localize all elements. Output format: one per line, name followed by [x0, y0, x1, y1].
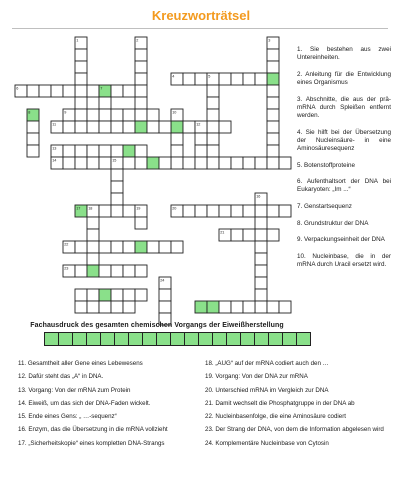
grid-cell[interactable]: [231, 229, 243, 241]
grid-cell[interactable]: [243, 73, 255, 85]
grid-cell[interactable]: [183, 121, 195, 133]
grid-cell[interactable]: [99, 301, 111, 313]
clue-text: 21. Damit wechselt die Phosphatgruppe in der DNA ab: [205, 399, 355, 407]
grid-cell[interactable]: [267, 133, 279, 145]
clue-text: 14. Eiweiß, um das sich der DNA-Faden wickelt.: [18, 399, 151, 407]
grid-cell[interactable]: [207, 145, 219, 157]
solution-cell[interactable]: [129, 332, 143, 346]
clue-number: 22: [64, 242, 69, 247]
grid-cell[interactable]: [63, 85, 75, 97]
grid-cell[interactable]: [219, 301, 231, 313]
grid-cell[interactable]: [255, 73, 267, 85]
solution-cell[interactable]: [87, 332, 101, 346]
grid-cell[interactable]: [99, 241, 111, 253]
grid-cell[interactable]: [75, 265, 87, 277]
grid-cell[interactable]: [255, 301, 267, 313]
clue-number: 16: [256, 194, 261, 199]
grid-cell[interactable]: [207, 205, 219, 217]
clue-text: 19. Vorgang: Von der DNA zur mRNA: [205, 373, 308, 381]
grid-cell[interactable]: [123, 85, 135, 97]
clue-number: 19: [136, 206, 141, 211]
grid-cell[interactable]: [99, 121, 111, 133]
grid-cell[interactable]: [27, 121, 39, 133]
grid-cell[interactable]: [255, 157, 267, 169]
grid-cell[interactable]: [87, 265, 99, 277]
solution-cell[interactable]: [241, 332, 255, 346]
grid-cell[interactable]: [231, 301, 243, 313]
grid-cell[interactable]: [111, 301, 123, 313]
grid-cell[interactable]: [99, 97, 111, 109]
grid-cell[interactable]: [123, 265, 135, 277]
clue-number: 21: [220, 230, 225, 235]
grid-cell[interactable]: [87, 145, 99, 157]
grid-cell[interactable]: [183, 157, 195, 169]
grid-cell[interactable]: [159, 289, 171, 301]
solution-cell[interactable]: [297, 332, 311, 346]
clue-number: 15: [112, 158, 117, 163]
grid-cell[interactable]: [135, 289, 147, 301]
grid-cell[interactable]: [99, 109, 111, 121]
grid-cell[interactable]: [147, 157, 159, 169]
clue-number: 13: [52, 146, 57, 151]
grid-cell[interactable]: [111, 121, 123, 133]
grid-cell[interactable]: [111, 169, 123, 181]
clue-text: 15. Ende eines Gens: „ …-sequenz“: [18, 413, 117, 421]
solution-cell[interactable]: [73, 332, 87, 346]
grid-cell[interactable]: [87, 253, 99, 265]
grid-cell[interactable]: [195, 301, 207, 313]
solution-word-row: [44, 332, 311, 346]
grid-cell[interactable]: [171, 145, 183, 157]
grid-cell[interactable]: [159, 241, 171, 253]
grid-cell[interactable]: [135, 265, 147, 277]
solution-cell[interactable]: [59, 332, 73, 346]
clue-text: 11. Gesamtheit aller Gene eines Lebewesens: [18, 360, 143, 367]
grid-cell[interactable]: [135, 121, 147, 133]
grid-cell[interactable]: [267, 145, 279, 157]
grid-cell[interactable]: [99, 265, 111, 277]
grid-cell[interactable]: [267, 61, 279, 73]
clue-number: 11: [52, 122, 57, 127]
grid-cell[interactable]: [159, 301, 171, 313]
grid-cell[interactable]: [219, 121, 231, 133]
grid-cell[interactable]: [87, 229, 99, 241]
grid-cell[interactable]: [123, 289, 135, 301]
grid-cell[interactable]: [87, 109, 99, 121]
solution-cell[interactable]: [143, 332, 157, 346]
grid-cell[interactable]: [207, 97, 219, 109]
grid-cell[interactable]: [195, 73, 207, 85]
grid-cell[interactable]: [243, 229, 255, 241]
grid-cell[interactable]: [123, 205, 135, 217]
grid-cell[interactable]: [99, 157, 111, 169]
solution-cell[interactable]: [283, 332, 297, 346]
title-divider: [12, 28, 388, 29]
clue-list-bottom-left: [18, 360, 196, 453]
clue-text: 9. Verpackungseinheit der DNA: [297, 236, 385, 244]
grid-cell[interactable]: [27, 85, 39, 97]
grid-cell[interactable]: [243, 157, 255, 169]
grid-cell[interactable]: [267, 109, 279, 121]
clue-number: 14: [52, 158, 57, 163]
grid-cell[interactable]: [87, 157, 99, 169]
grid-cell[interactable]: [255, 277, 267, 289]
grid-cell[interactable]: [63, 121, 75, 133]
clue-number: 5: [208, 74, 211, 79]
grid-cell[interactable]: [255, 229, 267, 241]
grid-cell[interactable]: [267, 85, 279, 97]
grid-cell[interactable]: [207, 301, 219, 313]
grid-cell[interactable]: [135, 157, 147, 169]
grid-cell[interactable]: [123, 109, 135, 121]
solution-cell[interactable]: [269, 332, 283, 346]
grid-cell[interactable]: [27, 133, 39, 145]
clue-number: 20: [172, 206, 177, 211]
grid-cell[interactable]: [267, 157, 279, 169]
clue-number: 8: [28, 110, 31, 115]
grid-cell[interactable]: [63, 145, 75, 157]
grid-cell[interactable]: [267, 73, 279, 85]
solution-cell[interactable]: [185, 332, 199, 346]
grid-cell[interactable]: [75, 145, 87, 157]
grid-cell[interactable]: [183, 205, 195, 217]
grid-cell[interactable]: [99, 205, 111, 217]
clue-text: 12. Dafür steht das „A“ in DNA.: [18, 373, 104, 381]
clue-text: 18. „AUG“ auf der mRNA codiert auch den …: [205, 360, 329, 367]
grid-cell[interactable]: [87, 217, 99, 229]
grid-cell[interactable]: [75, 85, 87, 97]
grid-cell[interactable]: [267, 205, 279, 217]
grid-cell[interactable]: [207, 157, 219, 169]
grid-cell[interactable]: [171, 241, 183, 253]
page-title: Kreuzworträtsel: [151, 8, 251, 23]
grid-cell[interactable]: [111, 289, 123, 301]
clue-text: 6. Aufenthaltsort der DNA bei Eukaryoten: „Im ...“: [297, 178, 391, 194]
grid-cell[interactable]: [135, 217, 147, 229]
clue-text: 10. Nucleinbase, die in der mRNA durch Uracil ersetzt wird.: [297, 252, 391, 268]
grid-cell[interactable]: [135, 85, 147, 97]
crossword-svg: [12, 34, 294, 328]
clue-number: 4: [172, 74, 175, 79]
solution-cell[interactable]: [44, 332, 59, 346]
clue-number: 10: [172, 110, 177, 115]
solution-word-label: Fachausdruck des gesamten chemischen Vorgangs der Eiweißherstellung: [30, 322, 284, 329]
grid-cell[interactable]: [279, 157, 291, 169]
grid-cell[interactable]: [99, 289, 111, 301]
grid-cell[interactable]: [207, 133, 219, 145]
grid-cell[interactable]: [123, 241, 135, 253]
clue-number: 6: [16, 86, 19, 91]
grid-cell[interactable]: [267, 121, 279, 133]
clue-text: 3. Abschnitte, die aus der prä-mRNA durch Spleißen entfernt werden.: [297, 95, 391, 119]
grid-cell[interactable]: [207, 109, 219, 121]
clue-text: 16. Enzym, das die Übersetzung in die mRNA vollzieht: [18, 426, 168, 434]
grid-cell[interactable]: [75, 121, 87, 133]
grid-cell[interactable]: [279, 205, 291, 217]
solution-cell[interactable]: [255, 332, 269, 346]
grid-cell[interactable]: [135, 97, 147, 109]
grid-cell[interactable]: [87, 241, 99, 253]
grid-cell[interactable]: [111, 193, 123, 205]
grid-cell[interactable]: [75, 301, 87, 313]
grid-cell[interactable]: [279, 301, 291, 313]
grid-cell[interactable]: [111, 181, 123, 193]
grid-cell[interactable]: [87, 121, 99, 133]
solution-cell[interactable]: [213, 332, 227, 346]
grid-cell[interactable]: [51, 85, 63, 97]
clue-number: 9: [64, 110, 67, 115]
clue-number: 24: [160, 278, 165, 283]
grid-cell[interactable]: [219, 205, 231, 217]
solution-cell[interactable]: [115, 332, 129, 346]
grid-cell[interactable]: [111, 265, 123, 277]
clue-text: 7. Genstartsequenz: [297, 202, 352, 210]
clue-text: 13. Vorgang: Von der mRNA zum Protein: [18, 386, 131, 394]
grid-cell[interactable]: [255, 205, 267, 217]
clue-text: 5. Botenstoffproteine: [297, 161, 355, 169]
grid-cell[interactable]: [267, 97, 279, 109]
clue-text: 24. Komplementäre Nucleinbase von Cytosin: [205, 439, 329, 447]
grid-cell[interactable]: [111, 205, 123, 217]
grid-cell[interactable]: [75, 61, 87, 73]
grid-cell[interactable]: [147, 109, 159, 121]
grid-cell[interactable]: [207, 121, 219, 133]
clue-text: 1. Sie bestehen aus zwei Untereinheiten.: [297, 46, 391, 62]
grid-cell[interactable]: [231, 73, 243, 85]
grid-cell[interactable]: [171, 121, 183, 133]
clue-text: 8. Grundstruktur der DNA: [297, 219, 369, 227]
grid-cell[interactable]: [159, 121, 171, 133]
clue-number: 23: [64, 266, 69, 271]
grid-cell[interactable]: [267, 229, 279, 241]
solution-cell[interactable]: [101, 332, 115, 346]
grid-cell[interactable]: [147, 241, 159, 253]
grid-cell[interactable]: [135, 145, 147, 157]
clue-text: 22. Nucleinbasenfolge, die eine Aminosäure codiert: [205, 413, 347, 421]
clue-number: 17: [76, 206, 81, 211]
clue-number: 1: [76, 38, 79, 43]
grid-cell[interactable]: [75, 157, 87, 169]
clue-list-right: [297, 46, 391, 278]
grid-cell[interactable]: [27, 145, 39, 157]
grid-cell[interactable]: [63, 157, 75, 169]
grid-cell[interactable]: [135, 49, 147, 61]
solution-cell[interactable]: [199, 332, 213, 346]
grid-cell[interactable]: [87, 301, 99, 313]
grid-cell[interactable]: [195, 145, 207, 157]
grid-cell[interactable]: [243, 301, 255, 313]
grid-cell[interactable]: [135, 241, 147, 253]
grid-cell[interactable]: [267, 49, 279, 61]
clue-text: 4. Sie hilft bei der Übersetzung der Nucleinsäure- in eine Aminosäuresequenz: [297, 128, 391, 152]
grid-cell[interactable]: [111, 241, 123, 253]
clue-number: 3: [268, 38, 271, 43]
grid-cell[interactable]: [99, 145, 111, 157]
grid-cell[interactable]: [123, 301, 135, 313]
grid-cell[interactable]: [75, 97, 87, 109]
grid-cell[interactable]: [147, 121, 159, 133]
grid-cell[interactable]: [255, 217, 267, 229]
grid-cell[interactable]: [135, 61, 147, 73]
grid-cell[interactable]: [87, 85, 99, 97]
grid-cell[interactable]: [231, 205, 243, 217]
grid-cell[interactable]: [219, 157, 231, 169]
grid-cell[interactable]: [255, 241, 267, 253]
grid-cell[interactable]: [207, 85, 219, 97]
grid-cell[interactable]: [243, 205, 255, 217]
grid-cell[interactable]: [255, 289, 267, 301]
clue-number: 18: [88, 206, 93, 211]
grid-cell[interactable]: [171, 133, 183, 145]
grid-cell[interactable]: [171, 157, 183, 169]
grid-cell[interactable]: [111, 145, 123, 157]
grid-cell[interactable]: [135, 109, 147, 121]
grid-cell[interactable]: [135, 73, 147, 85]
grid-cell[interactable]: [183, 73, 195, 85]
grid-cell[interactable]: [111, 85, 123, 97]
grid-cell[interactable]: [267, 301, 279, 313]
grid-cell[interactable]: [195, 157, 207, 169]
grid-cell[interactable]: [75, 49, 87, 61]
grid-cell[interactable]: [123, 157, 135, 169]
clue-text: 2. Anleitung für die Entwicklung eines Organismus: [297, 70, 391, 86]
grid-cell[interactable]: [123, 121, 135, 133]
clue-text: 20. Unterschied mRNA im Vergleich zur DNA: [205, 386, 329, 394]
grid-cell[interactable]: [39, 85, 51, 97]
clue-text: 17. „Sicherheitskopie“ eines kompletten DNA-Strangs: [18, 439, 165, 447]
grid-cell[interactable]: [75, 109, 87, 121]
grid-cell[interactable]: [75, 73, 87, 85]
grid-cell[interactable]: [123, 145, 135, 157]
grid-cell[interactable]: [87, 289, 99, 301]
grid-cell[interactable]: [255, 253, 267, 265]
clue-number: 12: [196, 122, 201, 127]
solution-cell[interactable]: [157, 332, 171, 346]
grid-cell[interactable]: [195, 205, 207, 217]
clue-number: 2: [136, 38, 139, 43]
grid-cell[interactable]: [75, 241, 87, 253]
grid-cell[interactable]: [111, 109, 123, 121]
clue-number: 7: [100, 86, 103, 91]
grid-cell[interactable]: [219, 73, 231, 85]
solution-cell[interactable]: [171, 332, 185, 346]
grid-cell[interactable]: [231, 157, 243, 169]
grid-cell[interactable]: [255, 265, 267, 277]
clue-list-bottom-right: [205, 360, 385, 453]
grid-cell[interactable]: [159, 157, 171, 169]
solution-cell[interactable]: [227, 332, 241, 346]
clue-text: 23. Der Strang der DNA, von dem die Information abgelesen wird: [205, 426, 384, 434]
grid-cell[interactable]: [195, 133, 207, 145]
grid-cell[interactable]: [75, 289, 87, 301]
crossword-grid: [12, 34, 290, 330]
